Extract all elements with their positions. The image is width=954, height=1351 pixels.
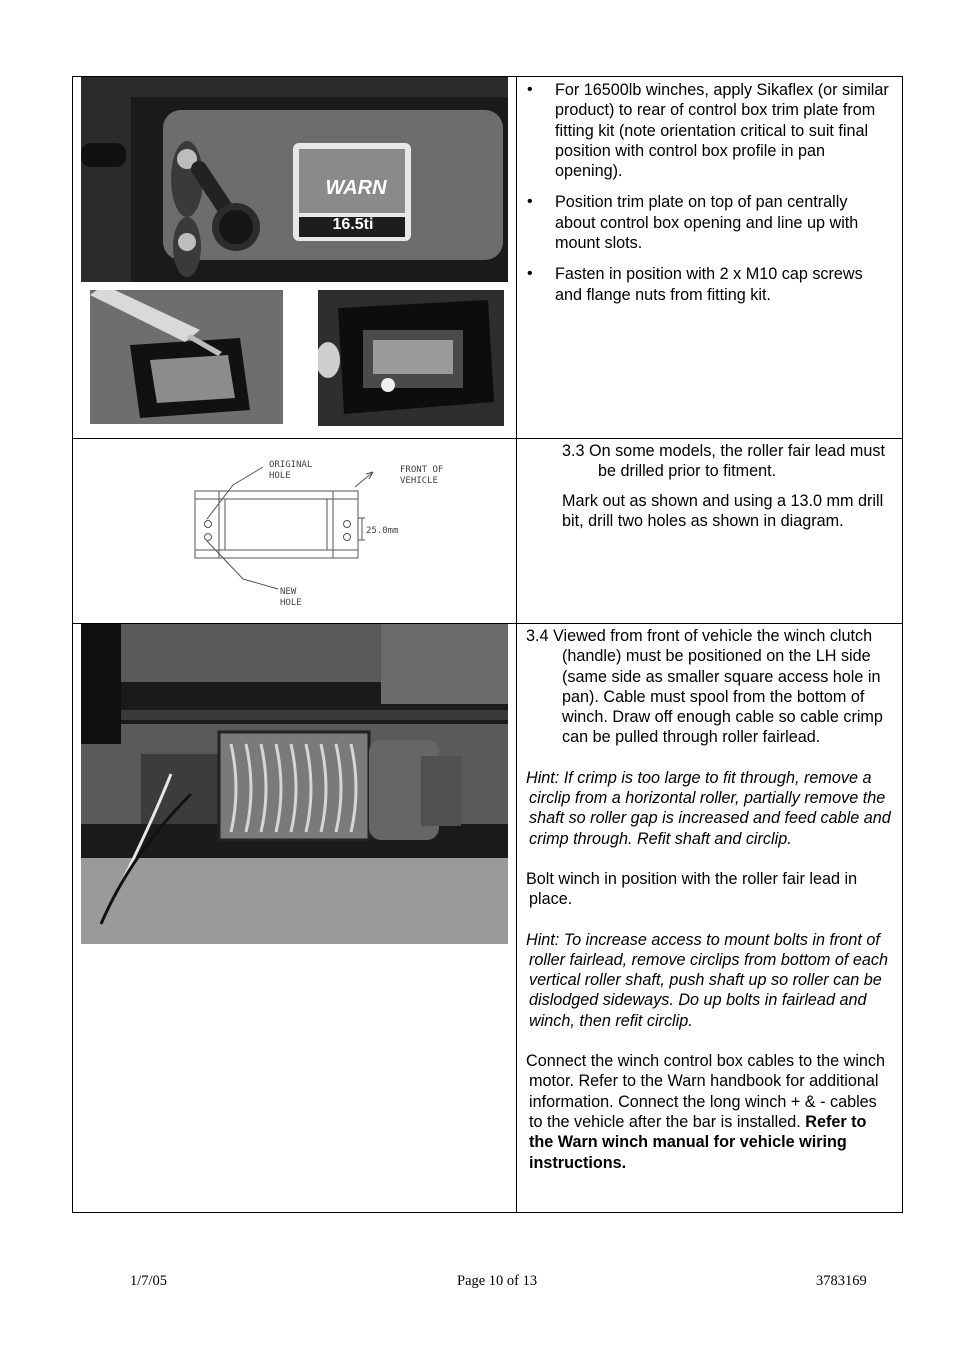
step-heading: 3.4 Viewed from front of vehicle the winch clutch (handle) must be positioned on the LH side (same side as smaller square access hole in pan). Cable must spool from the bottom of winch. Draw off enough cable so cable crimp can be pulled through roller fairlead. — [526, 627, 883, 747]
winch-photo — [81, 624, 508, 944]
control-box-photo — [81, 77, 508, 282]
table-row — [73, 77, 903, 439]
connect-text: Connect the winch control box cables to the winch motor. Refer to the Warn handbook for additional information. Connect the long winch + & - cables to the vehicle after the bar is installed. — [526, 1052, 886, 1131]
trim-plate-photo — [318, 290, 504, 426]
label-vehicle: VEHICLE — [400, 476, 438, 486]
fairlead-drill-diagram — [73, 439, 516, 624]
footer-document-number: 3783169 — [816, 1273, 867, 1289]
label-hole: HOLE — [269, 471, 291, 481]
label-original: ORIGINAL — [269, 460, 313, 470]
text-cell — [517, 624, 903, 1213]
label-new: NEW — [280, 587, 297, 597]
step-detail: Mark out as shown and using a 13.0 mm drill bit, drill two holes as shown in diagram. — [562, 491, 884, 530]
table-row — [73, 439, 903, 624]
bolt-instruction: Bolt winch in position with the roller fair lead in place. — [526, 869, 858, 909]
text-cell — [517, 77, 903, 439]
label-dimension: 25.0mm — [366, 526, 399, 536]
photo-cell — [73, 624, 517, 1213]
table-row — [73, 624, 903, 1213]
hint-text: Hint: If crimp is too large to fit through, remove a circlip from a horizontal roller, partially remove the shaft so roller gap is increased and feed cable and crimp through. Refit shaft and circlip. — [526, 768, 891, 848]
connect-bold-text: Refer to the Warn winch manual for vehicle wiring instructions. — [529, 1112, 867, 1172]
bullet-item: • Fasten in position with 2 x M10 cap screws and flange nuts from fitting kit. — [555, 264, 890, 305]
bullet-item: • Position trim plate on top of pan centrally about control box opening and line up with mount slots. — [555, 192, 890, 253]
bullet-item: • For 16500lb winches, apply Sikaflex (or similar product) to rear of control box trim plate from fitting kit (note orientation critical to suit final position with control box profile in pan opening). — [555, 80, 890, 181]
hint-text: Hint: To increase access to mount bolts in front of roller fairlead, remove circlips from bottom of each vertical roller shaft, push shaft up so roller can be dislodged sideways. Do up bolts in fairlead and winch, then refit circlip. — [526, 930, 888, 1030]
footer-page-number: Page 10 of 13 — [457, 1273, 538, 1289]
connect-instruction — [526, 1051, 892, 1173]
footer-date: 1/7/05 — [130, 1273, 168, 1289]
sealant-photo — [90, 290, 283, 424]
step-heading: 3.3 On some models, the roller fair lead must be drilled prior to fitment. — [562, 442, 885, 481]
bullet-list — [517, 77, 902, 305]
diagram-cell — [73, 439, 517, 624]
text-cell — [517, 439, 903, 624]
label-new-hole: HOLE — [280, 598, 302, 608]
photo-cell — [73, 77, 517, 439]
label-front: FRONT OF — [400, 465, 444, 475]
badge-brand-text: WARN — [325, 177, 387, 199]
instruction-table — [72, 76, 903, 1213]
badge-model-text: 16.5ti — [332, 216, 374, 233]
